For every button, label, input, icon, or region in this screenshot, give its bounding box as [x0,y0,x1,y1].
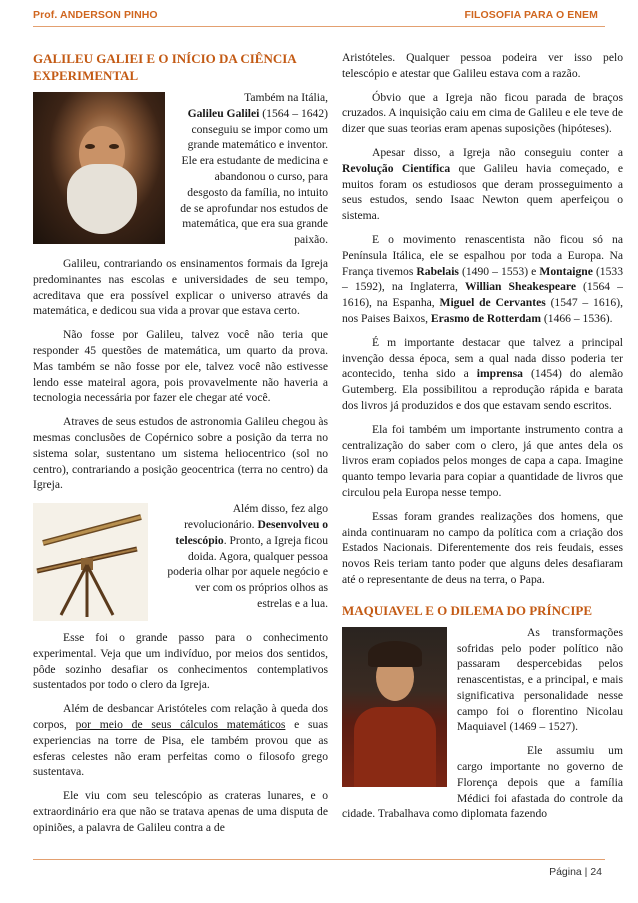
paragraph: É m importante destacar que talvez a principal invenção dessa época, sem a qual nada disso poderia ter acontecido, tenha sido a imprensa (1454) do alemão Gutemberg. Ela possibilitou a reprodução rápida e barata dos livros já produzidos e dos que estavam sendo escritos. [342,335,623,412]
left-column [33,50,328,843]
paragraph: Óbvio que a Igreja não ficou parada de braços cruzados. A inquisição caiu em cima de Galileu e ele teve de dizer que suas teorias eram apenas suposições (hipóteses). [342,90,623,136]
page-number: Página | 24 [549,866,602,878]
section-title-galileu: GALILEU GALIEI E O INÍCIO DA CIÊNCIA EXPERIMENTAL [33,51,296,83]
header-divider [33,26,605,27]
paragraph: Ela foi também um importante instrumento contra a centralização do saber com o clero, já que antes dela os livros eram copiados pelos monges de capa a capa. Imagine quanto tempo levaria para copiar a quantidade de livros que circulou pela Europa nesse tempo. [342,422,623,499]
section-title-maquiavel: MAQUIAVEL E O DILEMA DO PRÍNCIPE [342,602,593,618]
paragraph: Atraves de seus estudos de astronomia Galileu chegou às mesmas conclusões de Copérnico sobre a posição da terra no sistema solar, sustentano um sistema heliocentrico (sol no centro), contrariando a posição geocentrica (terra no centro) da Igreja. [33,415,328,492]
paragraph: As transformações sofridas pelo poder político não passaram despercebidas pelos renascentistas, e a principal, e mais significativa personalidade nesse campo foi o florentino Nicolau Maquiavel (1469 – 1527). [457,625,623,734]
machiavelli-portrait [342,627,447,787]
galileo-portrait [33,92,165,244]
header-author: Prof. ANDERSON PINHO [33,9,158,21]
paragraph: E o movimento renascentista não ficou só na Península Itálica, ele se espalhou por toda a Europa. Na França tivemos Rabelais (1490 – 1553) e Montaigne (1533 – 1592), na Inglaterra, Willian Sheakespeare (1564 – 1616), na Espanha, Miguel de Cervantes (1547 – 1616), nos Paises Baixos, Erasmo de Rotterdam (1466 – 1536). [342,232,623,325]
paragraph: Aristóteles. Qualquer pessoa podeira ver isso pelo telescópio e atestar que Galileu estava com a razão. [342,51,623,80]
paragraph: Ele assumiu um cargo importante no governo de Florença depois que a família Médici foi afastada do controle da cidade. Trabalhava como diplomata fazendo [342,744,623,821]
paragraph: Além disso, fez algo revolucionário. Desenvolveu o telescópio. Pronto, a Igreja ficou doida. Agora, qualquer pessoa poderia olhar por aquele negócio e ver com os próprios olhos as estrelas e a lua. [167,502,328,610]
paragraph: Galileu, contrariando os ensinamentos formais da Igreja predominantes nas escolas e universidades de seu tempo, acreditava que era possível explicar o universo através da matemática, e dedicou sua vida a provar que estava certo. [33,256,328,318]
paragraph: Além de desbancar Aristóteles com relação à queda dos corpos, por meio de seus cálculos matemáticos e suas experiencias na torre de Pisa, ele também provou que as esferas celestes não eram perfeitas como o filosofo grego sustentava. [33,702,328,779]
paragraph: Esse foi o grande passo para o conhecimento experimental. Veja que um indivíduo, por meios dos sentidos, pôde sozinho desafiar os conhecimentos contemplativos sustentados por todo o clero da Igreja. [33,630,328,692]
header-subject: FILOSOFIA PARA O ENEM [464,9,598,21]
paragraph: Não fosse por Galileu, talvez você não teria que responder 45 questões de matemática, um quarto da prova. Mas também se não fosse por ele, talvez você não estivesse lendo esse mateiral agora, pois provavelmente não haveria a tecnologia necessária por fazer ele chegar até você. [33,328,328,405]
footer-divider [33,859,605,860]
right-column [342,50,623,830]
paragraph: Essas foram grandes realizações dos homens, que ainda continuaram no campo da política com a criação dos Estados Nacionais. Diferentemente dos reis feudais, esses novos Reis teriam tanto poder que alguns deles desafiaram até o representante de deus na terra, o Papa. [342,509,623,586]
telescope-illustration [33,503,148,626]
paragraph: Também na Itália, Galileu Galilei (1564 – 1642) conseguiu se impor como um grande matemático e inventor. Ele era estudante de medicina e abandonou o curso, para desgosto da família, no intuito de se aprofundar nos estudos de matemática, que era sua grande paixão. [180,91,328,247]
paragraph: Apesar disso, a Igreja não conseguiu conter a Revolução Científica que Galileu havia começado, e muitos foram os estudiosos que deram prosseguimento a seus estudos, sendo Isaac Newton quem aperfeiçou o sistema. [342,145,624,223]
paragraph: Ele viu com seu telescópio as crateras lunares, e o extraordinário era que não se tratava apenas de uma disputa de opiniões, a palavra de Galileu contra a de [33,789,328,834]
